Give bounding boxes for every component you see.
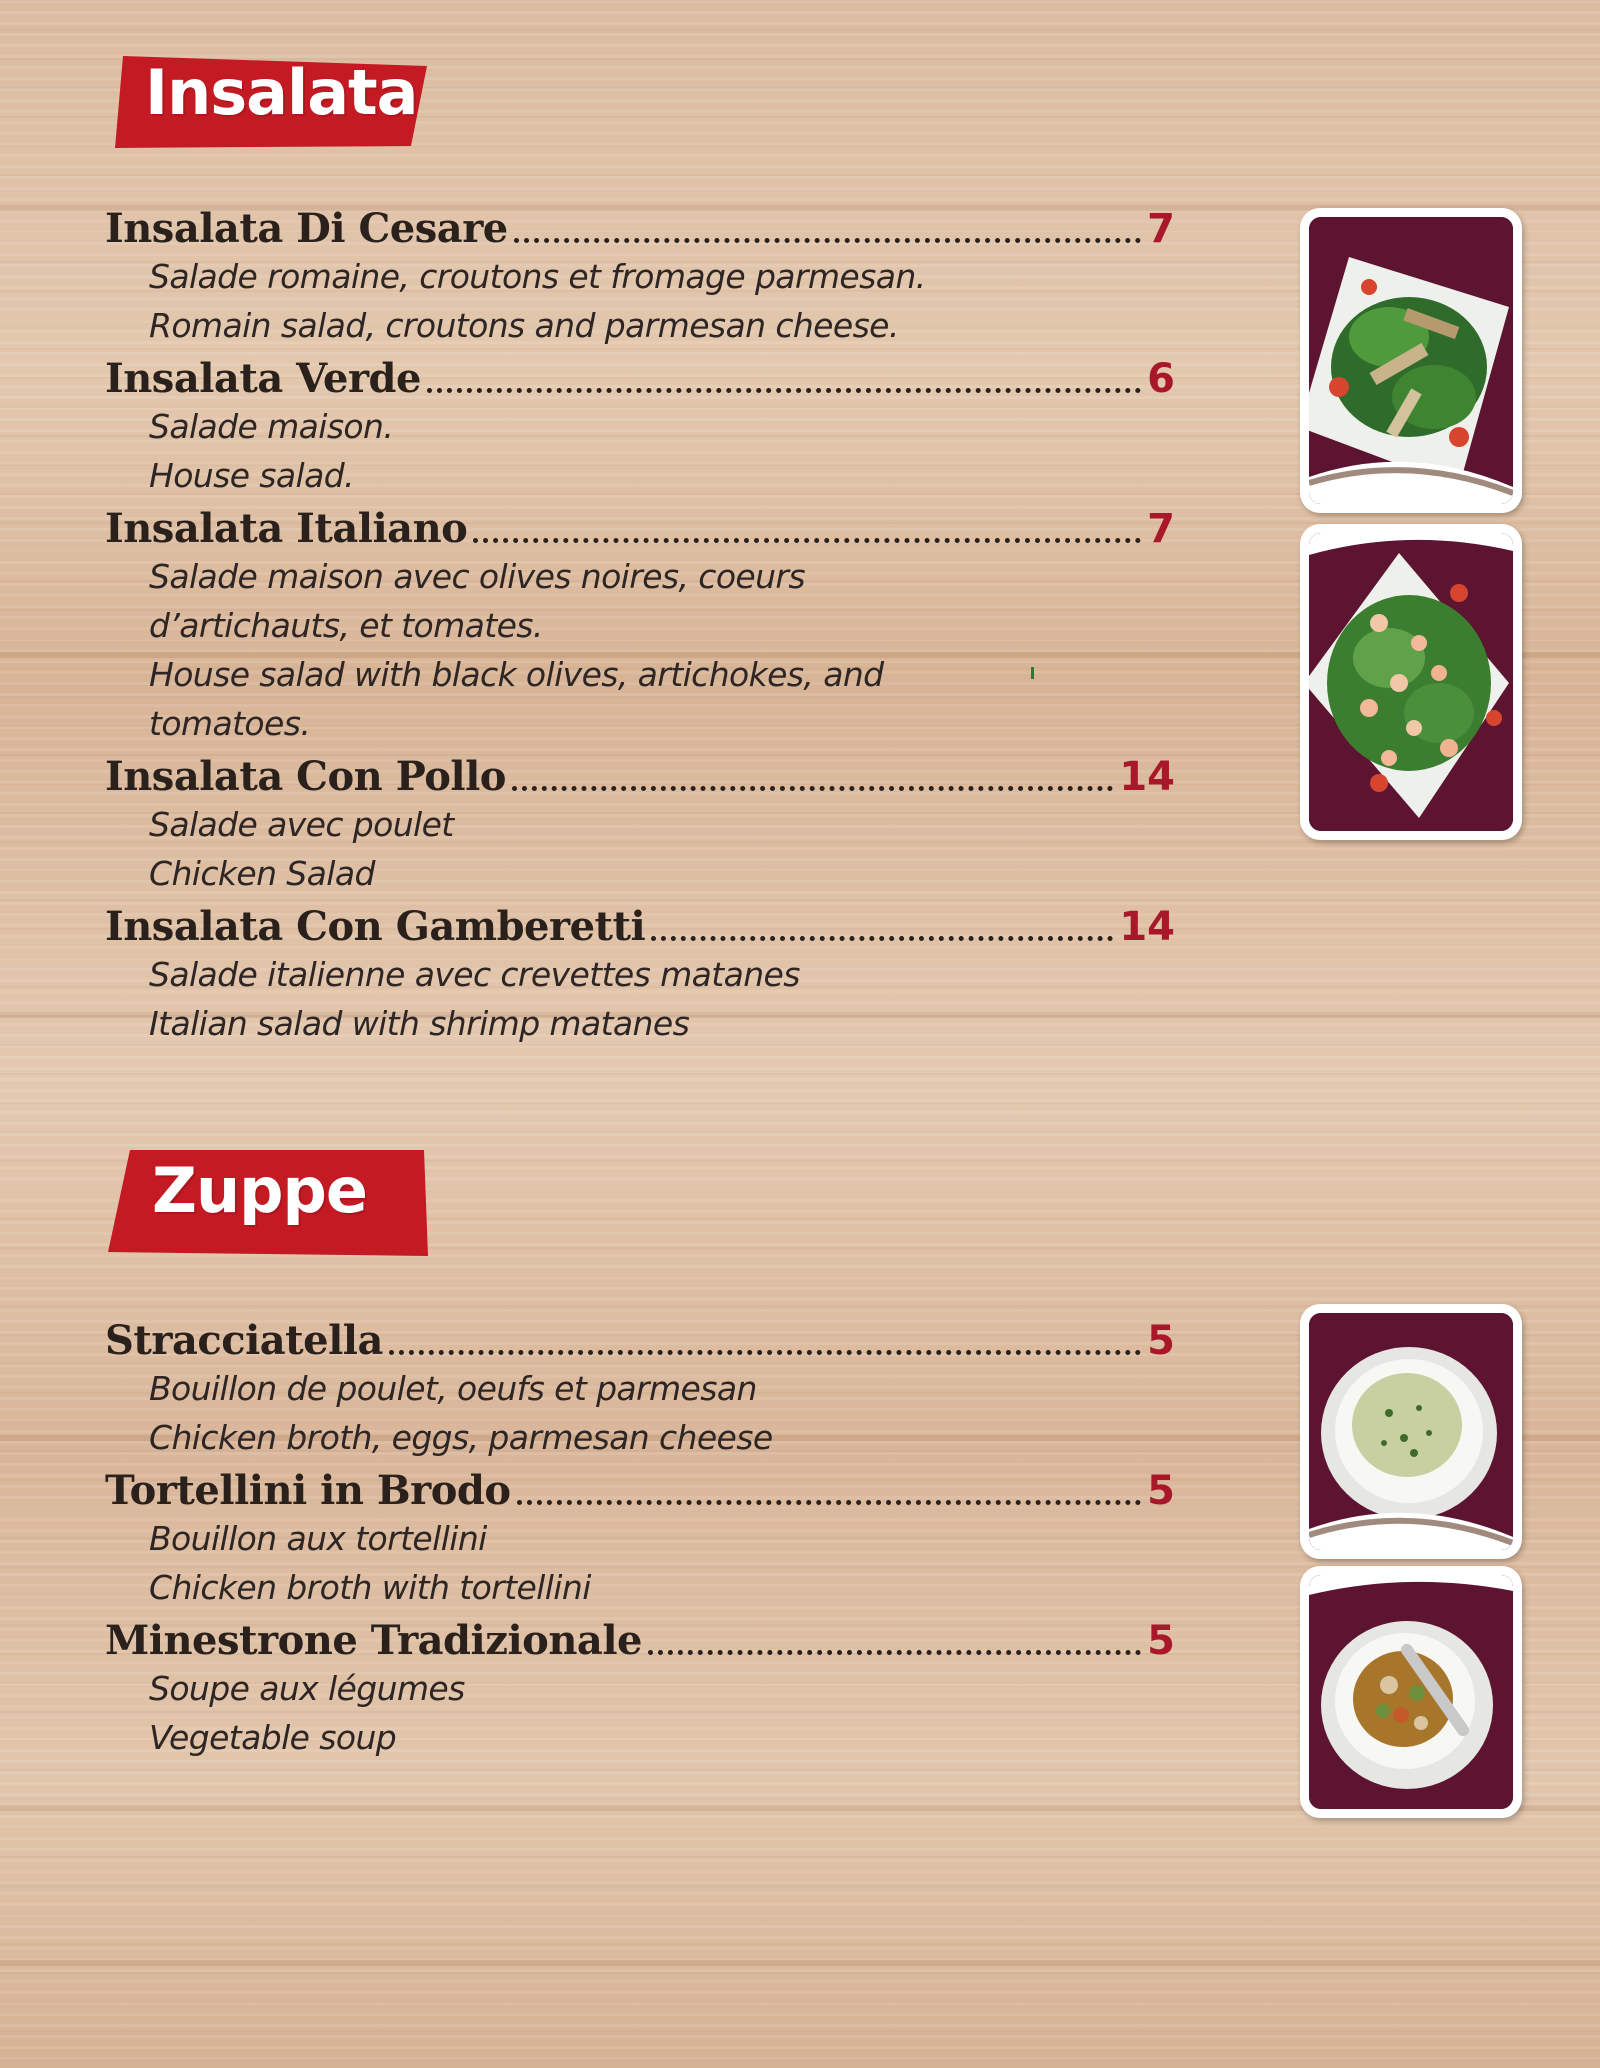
item-name: Insalata Di Cesare	[105, 205, 508, 252]
description-french: Salade italienne avec crevettes matanes	[149, 955, 800, 994]
menu-section-zuppe	[105, 1312, 1175, 1762]
menu-section-insalata	[105, 200, 1175, 1048]
dot-leader	[514, 237, 1141, 243]
dot-leader	[389, 1349, 1141, 1355]
description-english: Italian salad with shrimp matanes	[149, 1004, 690, 1043]
item-description	[105, 1364, 969, 1462]
description-french: Bouillon de poulet, oeufs et parmesan	[149, 1369, 757, 1408]
item-name: Insalata Italiano	[105, 505, 468, 552]
dot-leader	[517, 1499, 1142, 1505]
menu-item	[105, 1612, 1175, 1762]
description-french: Salade avec poulet	[149, 805, 454, 844]
item-name: Insalata Verde	[105, 355, 421, 402]
item-description	[105, 552, 969, 748]
description-french: Bouillon aux tortellini	[149, 1519, 487, 1558]
item-description	[105, 1514, 969, 1612]
description-english: House salad.	[149, 456, 354, 495]
minestrone-soup-photo	[1300, 1566, 1522, 1818]
dot-leader	[427, 387, 1141, 393]
photo-strip-soups	[1300, 1304, 1532, 1818]
item-name: Insalata Con Gamberetti	[105, 903, 646, 950]
menu-item	[105, 500, 1175, 748]
description-french: d’artichauts, et tomates.	[149, 606, 543, 645]
description-french: Salade maison avec olives noires, coeurs	[149, 557, 805, 596]
item-price: 14	[1119, 754, 1175, 800]
item-name: Stracciatella	[105, 1317, 383, 1364]
shrimp-salad-photo	[1300, 524, 1522, 840]
caesar-salad-photo	[1300, 208, 1522, 513]
item-price: 5	[1147, 1618, 1175, 1664]
item-price: 7	[1147, 506, 1175, 552]
section-banner-insalata	[115, 52, 425, 146]
section-title: Zuppe	[152, 1154, 367, 1227]
item-description	[105, 800, 969, 898]
description-english: Chicken broth, eggs, parmesan cheese	[149, 1418, 773, 1457]
section-banner-zuppe	[108, 1148, 418, 1242]
description-english: tomatoes.	[149, 704, 311, 743]
item-description	[105, 252, 969, 350]
item-description	[105, 402, 969, 500]
item-name: Minestrone Tradizionale	[105, 1617, 642, 1664]
item-name: Insalata Con Pollo	[105, 753, 506, 800]
item-price: 5	[1147, 1468, 1175, 1514]
menu-item	[105, 200, 1175, 350]
photo-strip-salads	[1300, 208, 1532, 840]
item-price: 5	[1147, 1318, 1175, 1364]
menu-item	[105, 748, 1175, 898]
item-description	[105, 1664, 969, 1762]
description-english: Chicken Salad	[149, 854, 375, 893]
description-french: Salade romaine, croutons et fromage parmesan.	[149, 257, 926, 296]
wood-grain	[0, 1960, 1600, 1966]
description-english: Vegetable soup	[149, 1718, 397, 1757]
stracciatella-soup-photo	[1300, 1304, 1522, 1559]
item-price: 7	[1147, 206, 1175, 252]
section-title: Insalata	[145, 56, 418, 129]
item-price: 14	[1119, 904, 1175, 950]
menu-item	[105, 350, 1175, 500]
menu-item	[105, 1462, 1175, 1612]
description-english: Chicken broth with tortellini	[149, 1568, 591, 1607]
menu-item	[105, 898, 1175, 1048]
description-french: Salade maison.	[149, 407, 394, 446]
item-price: 6	[1147, 356, 1175, 402]
item-description	[105, 950, 969, 1048]
dot-leader	[512, 785, 1113, 791]
dot-leader	[648, 1649, 1141, 1655]
dot-leader	[651, 935, 1113, 941]
description-english: House salad with black olives, artichokes, and	[149, 655, 884, 694]
item-name: Tortellini in Brodo	[105, 1467, 511, 1514]
menu-item	[105, 1312, 1175, 1462]
description-french: Soupe aux légumes	[149, 1669, 465, 1708]
stray-mark	[1031, 667, 1034, 679]
dot-leader	[473, 537, 1141, 543]
description-english: Romain salad, croutons and parmesan cheese.	[149, 306, 899, 345]
